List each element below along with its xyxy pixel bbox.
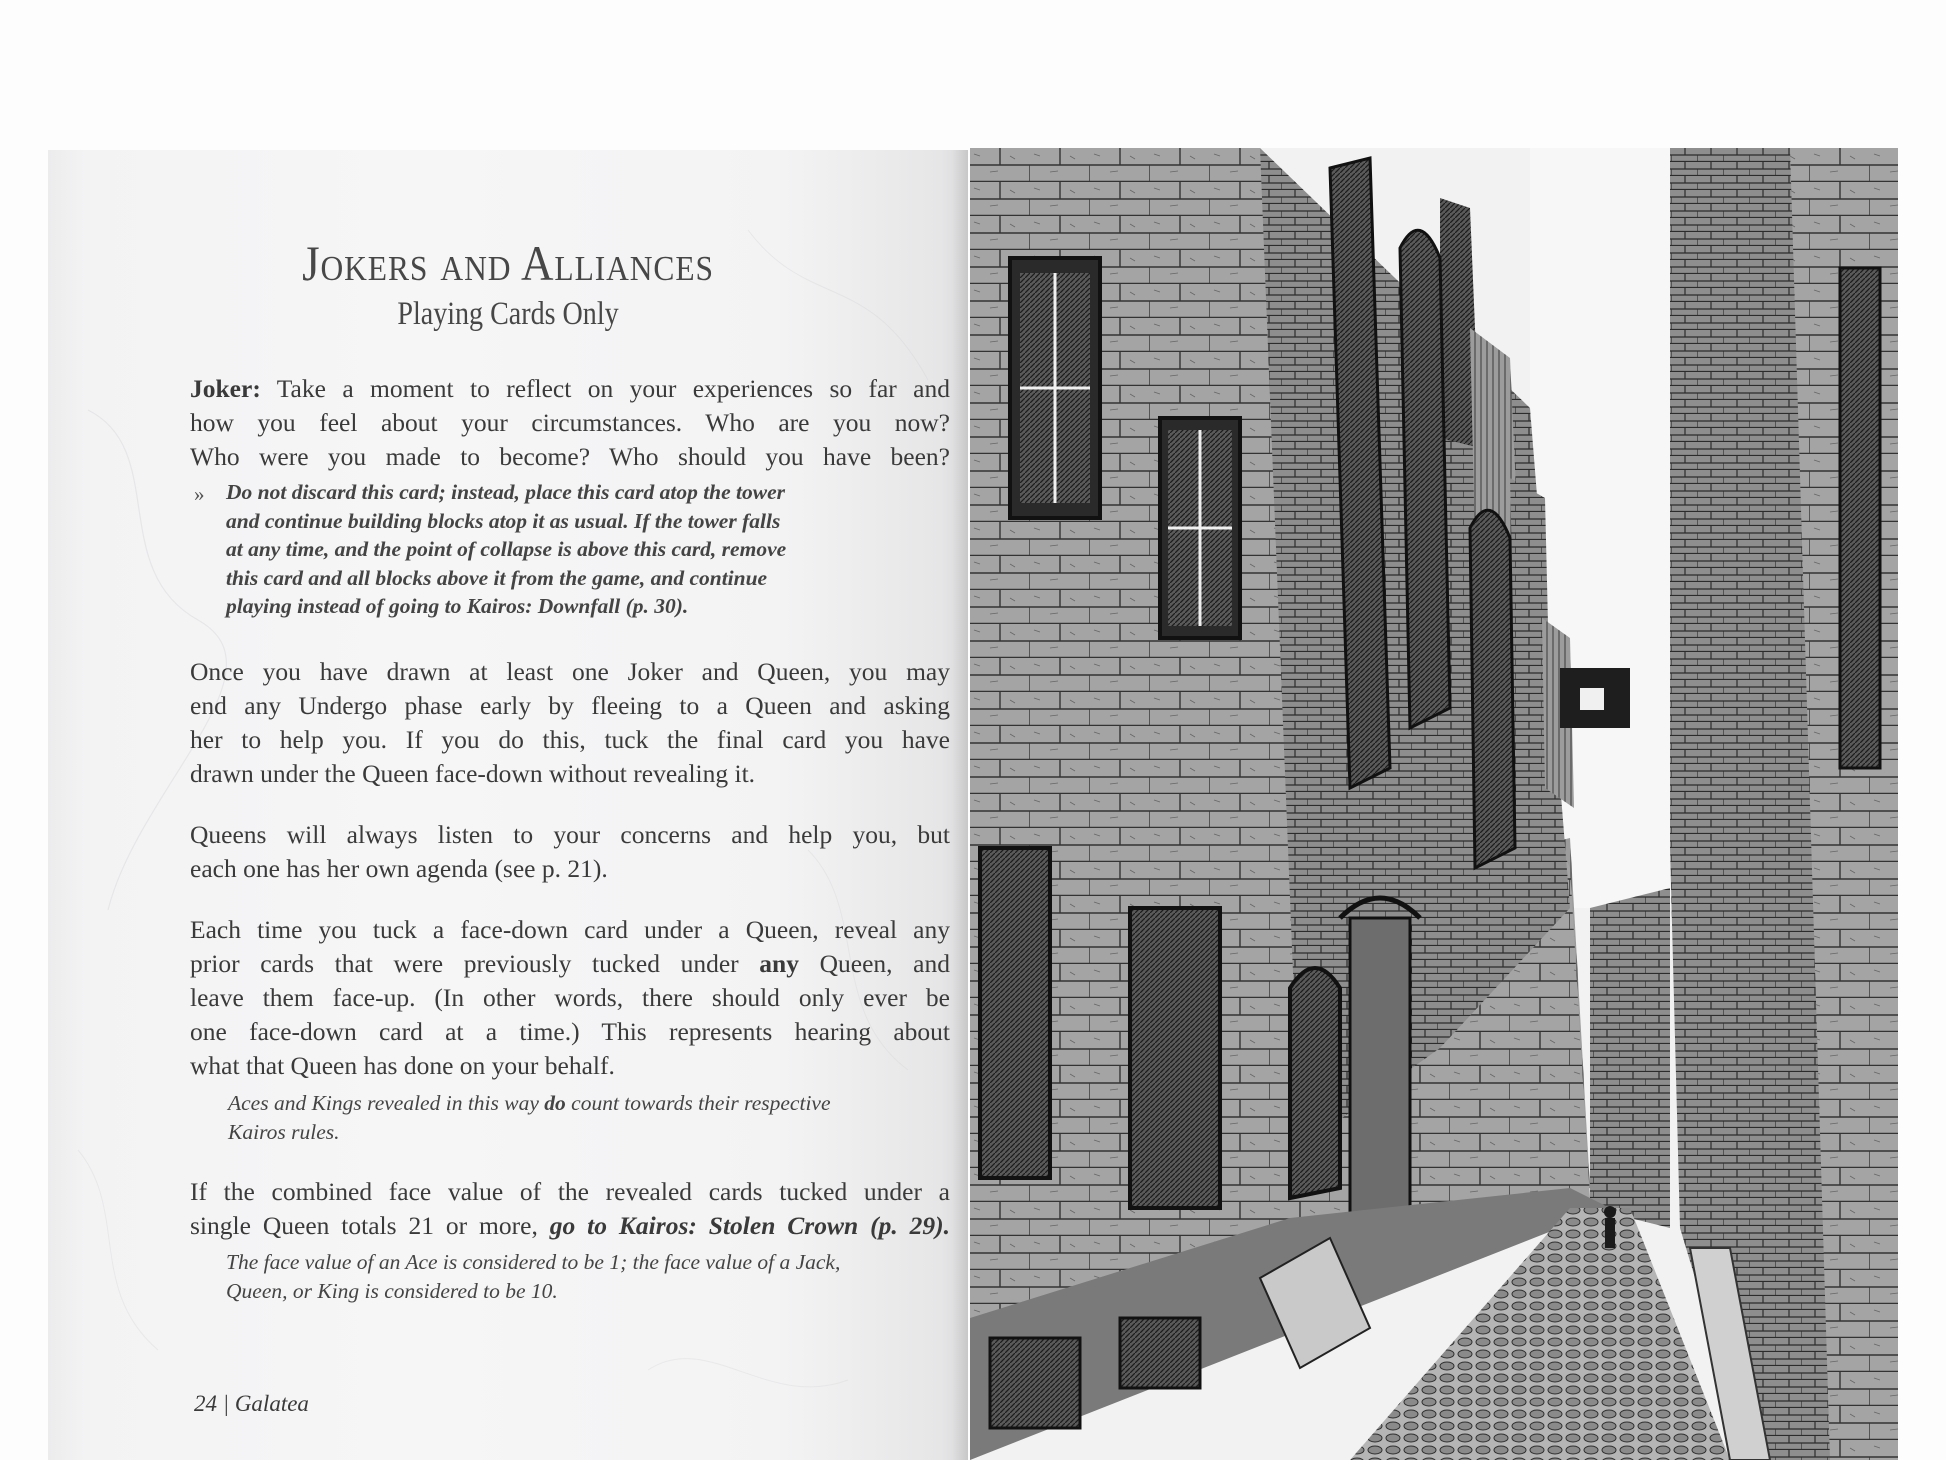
crown-line-1: If the combined face value of the revealed cards tucked under a (190, 1177, 950, 1206)
joker-line-3: Who were you made to become? Who should you have been? (190, 442, 950, 471)
tuck-line-2-bold: any (759, 949, 799, 978)
tuck-line-5: what that Queen has done on your behalf. (190, 1051, 615, 1080)
left-page (48, 150, 968, 1460)
joker-label: Joker: (190, 374, 261, 403)
tuck-note-line-2: Kairos rules. (228, 1119, 340, 1144)
tuck-note-line-1 (228, 1089, 918, 1118)
page-subtitle: Playing Cards Only (397, 296, 619, 332)
bullet-marker: » (194, 482, 205, 506)
tuck-note (228, 1089, 918, 1146)
joker-note-line-1: Do not discard this card; instead, place this card atop the tower (226, 480, 786, 504)
crown-note-line-1: The face value of an Ace is considered to be 1; the face value of a Jack, (226, 1250, 841, 1274)
crown-line-2-em: go to Kairos: Stolen Crown (p. 29). (549, 1211, 950, 1240)
alley-illustration (970, 148, 1898, 1460)
tuck-note-bold: do (544, 1091, 566, 1115)
crown-line-2 (190, 1209, 950, 1243)
joker-note-line-2: and continue building blocks atop it as usual. If the tower falls (226, 508, 781, 533)
alliance-line-1: Once you have drawn at least one Joker and Queen, you may (190, 657, 950, 686)
alliance-line-4: drawn under the Queen face-down without revealing it. (190, 759, 756, 788)
queens-line-1: Queens will always listen to your concerns and help you, but (190, 820, 950, 849)
queens-paragraph (190, 818, 950, 886)
page-title: Jokers and Alliances (302, 235, 714, 291)
joker-note-line-5: playing instead of going to Kairos: Downfall (p. 30). (226, 594, 689, 618)
joker-paragraph (190, 372, 950, 474)
alliance-paragraph (190, 655, 950, 791)
alliance-line-3: her to help you. If you do this, tuck the final card you have (190, 725, 950, 754)
joker-line-2: how you feel about your circumstances. Who are you now? (190, 408, 950, 437)
tuck-note-pre: Aces and Kings revealed in this way (228, 1091, 545, 1115)
joker-line-1: Take a moment to reflect on your experiences so far and (276, 374, 951, 403)
page-folio: 24 | Galatea (194, 1391, 309, 1416)
crown-note (226, 1248, 916, 1305)
tuck-note-post: count towards their respective (565, 1091, 831, 1115)
gutter-shadow (952, 150, 968, 1460)
crown-line-2-pre: single Queen totals 21 or more, (190, 1211, 550, 1240)
queens-line-2: each one has her own agenda (see p. 21). (190, 854, 608, 883)
tuck-paragraph (190, 913, 950, 1083)
crown-note-line-2: Queen, or King is considered to be 10. (226, 1278, 558, 1303)
tuck-line-2-post: Queen, and (798, 949, 950, 978)
crown-paragraph (190, 1175, 950, 1243)
joker-note (226, 478, 916, 621)
tuck-line-4: one face-down card at a time.) This represents hearing about (190, 1017, 950, 1046)
joker-note-line-3: at any time, and the point of collapse is above this card, remove (226, 537, 787, 561)
tuck-line-2-pre: prior cards that were previously tucked under (190, 949, 760, 978)
alliance-line-2: end any Undergo phase early by fleeing to a Queen and asking (190, 691, 950, 720)
right-page (970, 148, 1898, 1460)
tuck-line-1: Each time you tuck a face-down card under a Queen, reveal any (190, 915, 950, 944)
tuck-line-2 (190, 947, 950, 981)
tuck-line-3: leave them face-up. (In other words, there should only ever be (190, 983, 950, 1012)
joker-note-line-4: this card and all blocks above it from the game, and continue (226, 565, 768, 590)
